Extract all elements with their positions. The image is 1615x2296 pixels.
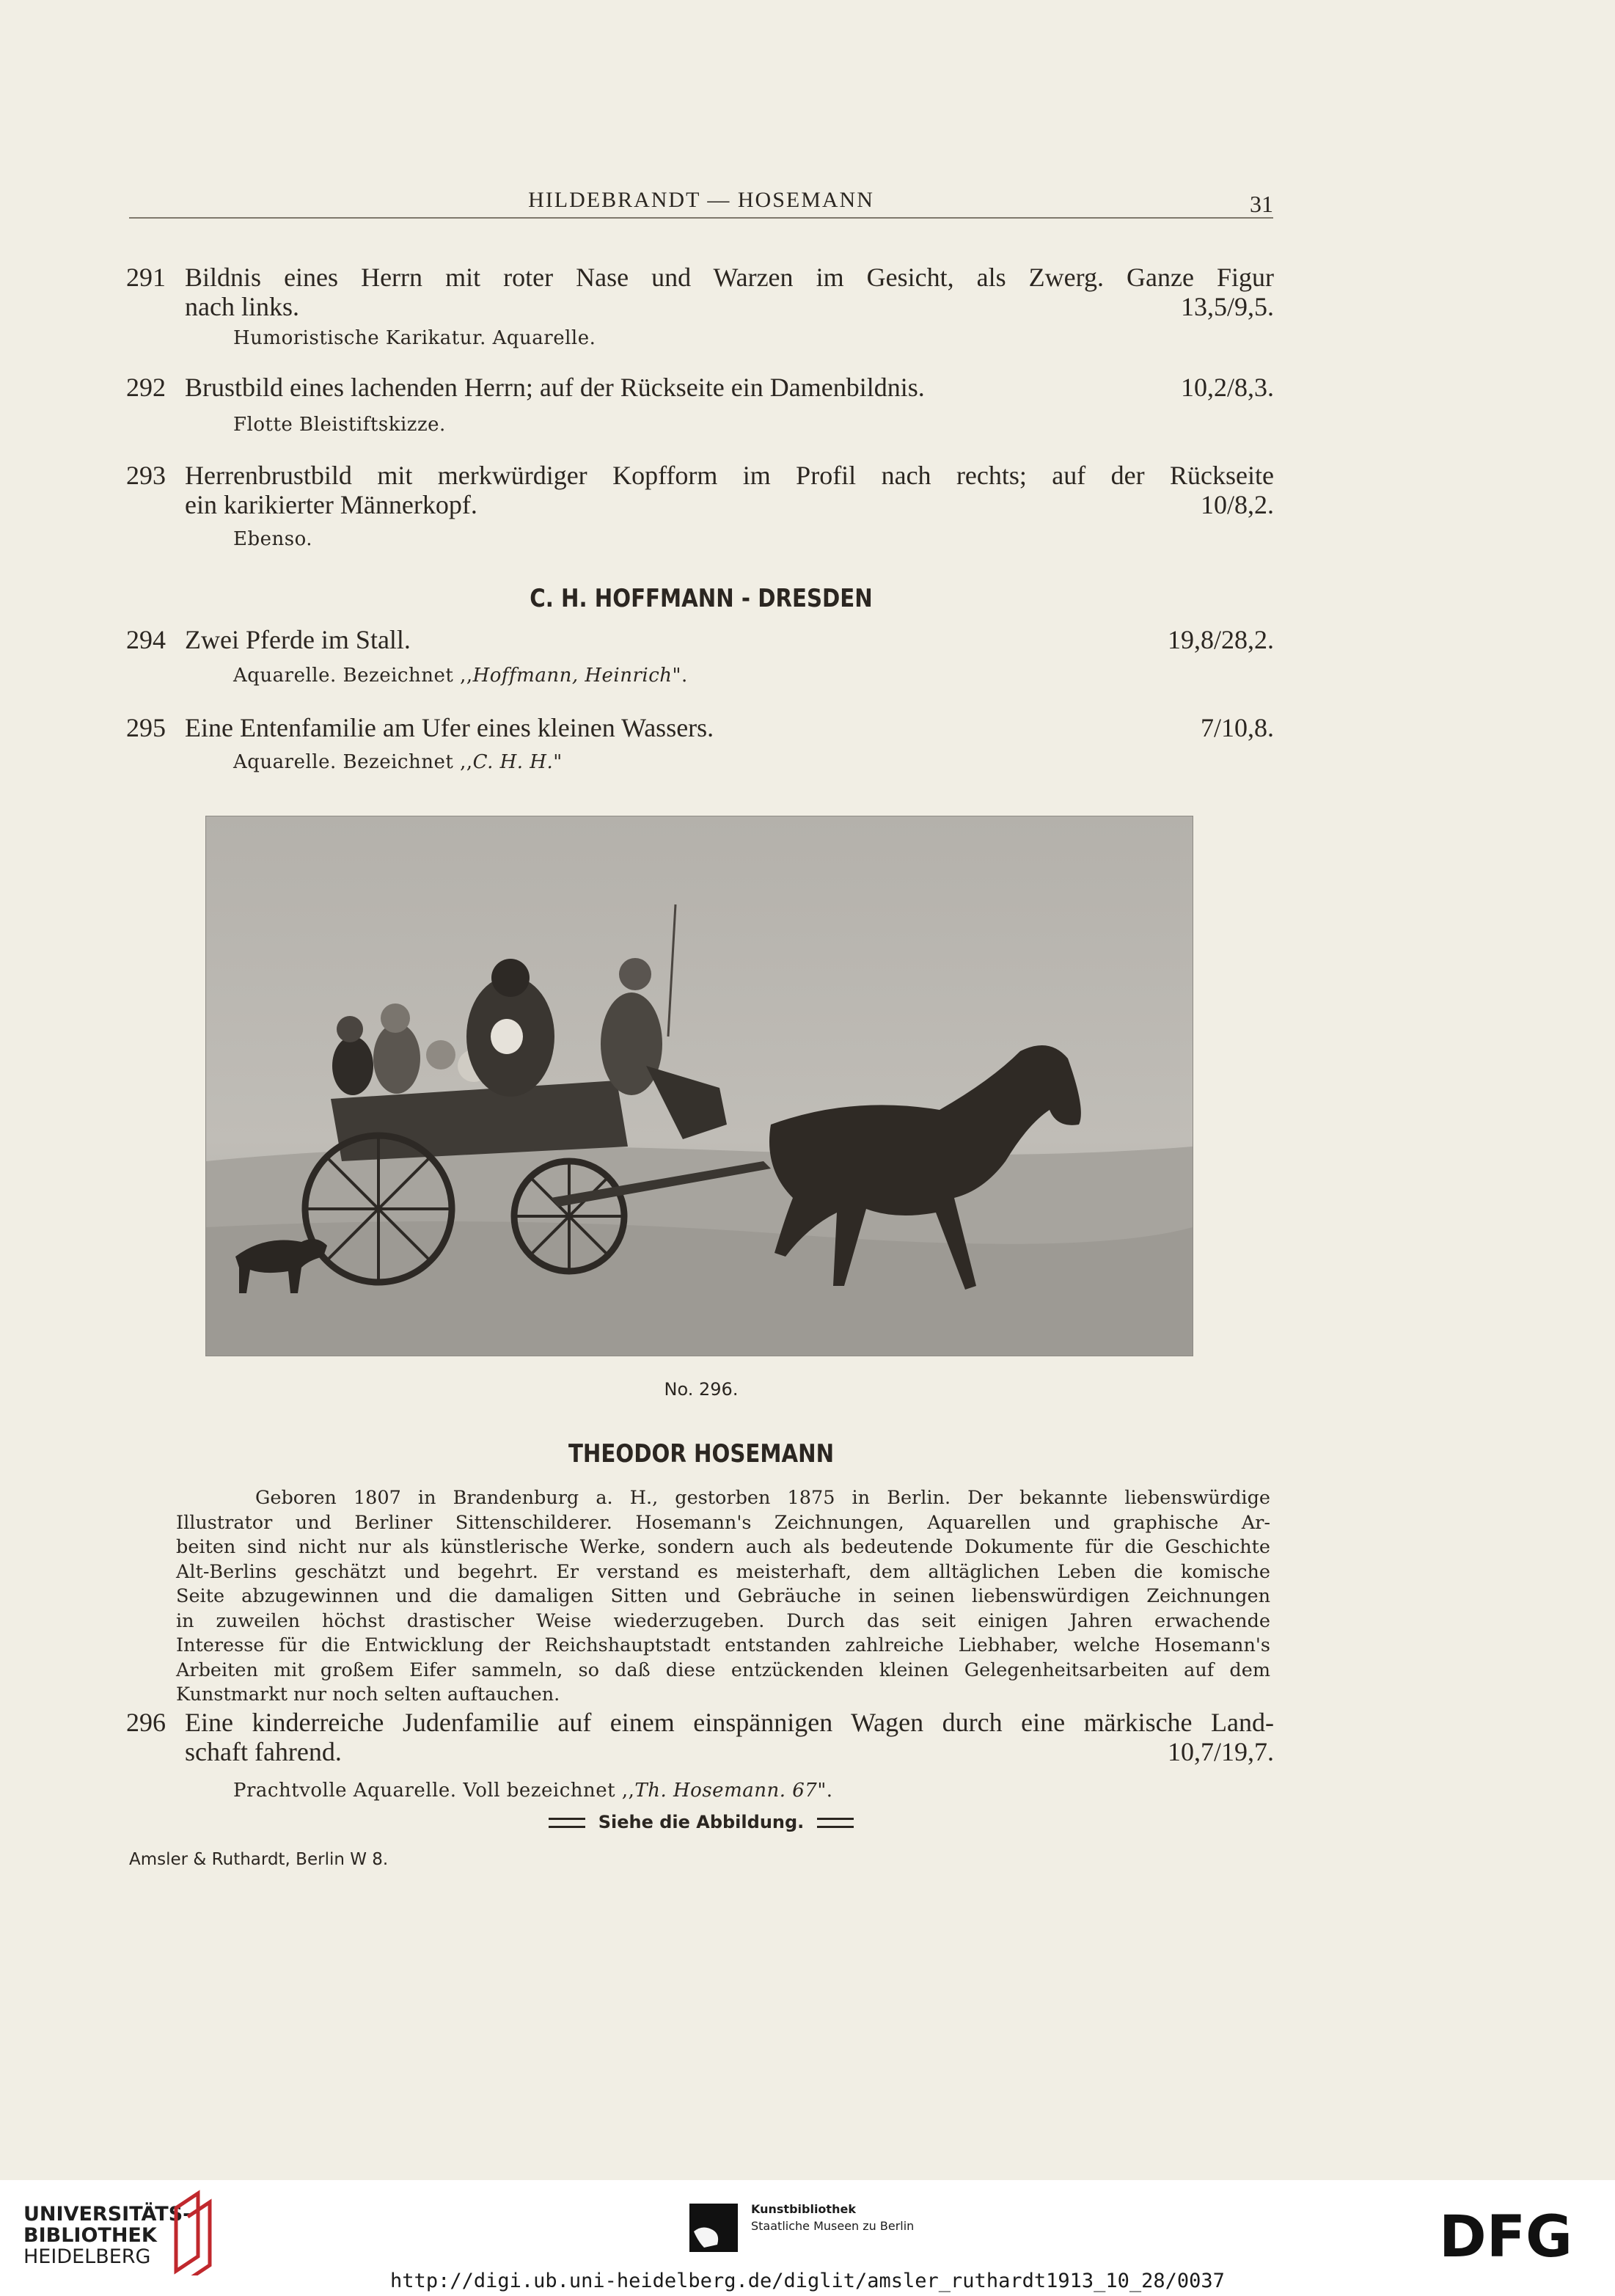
library-logo-text: UNIVERSITÄTS- BIBLIOTHEK HEIDELBERG (23, 2203, 191, 2268)
header-title: HILDEBRANDT — HOSEMANN (528, 188, 874, 212)
running-header (129, 188, 1273, 219)
double-rule-left (549, 1818, 585, 1828)
bio-line: Seite abzugewinnen und die damaligen Sitten und Gebräuche in seinen liebenswürdigen Zeichnungen (176, 1585, 1270, 1607)
illustration-no-296 (205, 816, 1193, 1356)
entry-size: 10,7/19,7. (1167, 1737, 1274, 1766)
kunstbibliothek-text: Kunstbibliothek Staatliche Museen zu Berlin (751, 2202, 915, 2233)
entry-text: Eine Entenfamilie am Ufer eines kleinen Wassers. (185, 713, 714, 742)
entry-note: Ebenso. (233, 528, 313, 550)
entry-note: Prachtvolle Aquarelle. Voll bezeichnet ,,Th. Hosemann. 67". (233, 1780, 833, 1802)
see-figure-note: Siehe die Abbildung. (129, 1812, 1273, 1832)
bio-line: Kunstmarkt nur noch selten auftauchen. (176, 1683, 560, 1705)
artist-biography (176, 1486, 1270, 1708)
entry-size: 13,5/9,5. (1180, 292, 1274, 321)
figure-caption: No. 296. (664, 1379, 739, 1400)
section-heading-hosemann: THEODOR HOSEMANN (568, 1439, 835, 1469)
entry-size: 19,8/28,2. (1167, 625, 1274, 654)
library-emblem-icon (161, 2187, 227, 2275)
entry-number: 293 (126, 461, 166, 490)
publisher-imprint: Amsler & Ruthardt, Berlin W 8. (129, 1850, 389, 1869)
svg-text:DFG: DFG (1439, 2211, 1573, 2262)
bio-line: Arbeiten mit großem Eifer sammeln, so daß diese entzückenden kleinen Gelegenheitsarbeiten auf dem (176, 1659, 1270, 1681)
entry-text: Bildnis eines Herrn mit roter Nase und Warzen im Gesicht, als Zwerg. Ganze Figur (185, 263, 1274, 292)
bio-line: beiten sind nicht nur als künstlerische Werke, sondern auch als bedeutende Dokumente für die Geschichte (176, 1536, 1270, 1558)
entry-text: ein karikierter Männerkopf. (185, 490, 477, 519)
catalog-entry-293 (126, 461, 1274, 550)
bio-line: Illustrator und Berliner Sittenschilderer. Hosemann's Zeichnungen, Aquarellen und graphische Ar- (176, 1511, 1270, 1534)
page-number: 31 (1250, 191, 1273, 217)
entry-note: Flotte Bleistiftskizze. (233, 414, 446, 436)
entry-size: 7/10,8. (1200, 713, 1274, 742)
entry-text: schaft fahrend. (185, 1737, 342, 1766)
entry-note: Humoristische Karikatur. Aquarelle. (233, 327, 596, 349)
entry-text: Zwei Pferde im Stall. (185, 625, 411, 654)
permalink-url[interactable]: http://digi.ub.uni-heidelberg.de/diglit/amsler_ruthardt1913_10_28/0037 (390, 2270, 1225, 2292)
entry-number: 294 (126, 625, 166, 654)
catalog-entry-295 (126, 713, 1274, 773)
entry-size: 10/8,2. (1200, 490, 1274, 519)
entry-text: Herrenbrustbild mit merkwürdiger Kopfform im Profil nach rechts; auf der Rückseite (185, 461, 1274, 490)
cart-painting (206, 816, 1193, 1356)
entry-text: Eine kinderreiche Judenfamilie auf einem einspännigen Wagen durch eine märkische Land- (185, 1708, 1274, 1737)
digitization-footer (0, 2180, 1615, 2296)
entry-note: Aquarelle. Bezeichnet ,,Hoffmann, Heinrich". (233, 665, 688, 687)
catalog-entry-296 (126, 1708, 1274, 1802)
entry-note: Aquarelle. Bezeichnet ,,C. H. H." (233, 751, 563, 773)
entry-number: 291 (126, 263, 166, 292)
catalog-entry-294 (126, 625, 1274, 687)
entry-size: 10,2/8,3. (1180, 373, 1274, 402)
bio-line: Alt-Berlins geschätzt und begehrt. Er verstand es meisterhaft, dem alltäglichen Leben die komische (176, 1560, 1270, 1583)
catalog-entry-291 (126, 263, 1274, 349)
kunstbibliothek-logo-icon (688, 2202, 739, 2253)
bio-line: Interesse für die Entwicklung der Reichshauptstadt entstanden zahlreiche Liebhaber, welche Hosemann's (176, 1634, 1270, 1656)
dfg-logo (1439, 2211, 1593, 2262)
entry-number: 295 (126, 713, 166, 742)
catalog-entry-292 (126, 373, 1274, 436)
bio-line: Geboren 1807 in Brandenburg a. H., gestorben 1875 in Berlin. Der bekannte liebenswürdige (255, 1487, 1270, 1509)
entry-number: 292 (126, 373, 166, 402)
bio-line: in zuweilen höchst drastischer Weise wiederzugeben. Durch das seit einigen Jahren erwachende (176, 1609, 1270, 1632)
entry-text: nach links. (185, 292, 299, 321)
section-heading-hoffmann: C. H. HOFFMANN - DRESDEN (530, 584, 873, 613)
entry-text: Brustbild eines lachenden Herrn; auf der Rückseite ein Damenbildnis. (185, 373, 925, 402)
entry-number: 296 (126, 1708, 166, 1737)
double-rule-right (817, 1818, 854, 1828)
